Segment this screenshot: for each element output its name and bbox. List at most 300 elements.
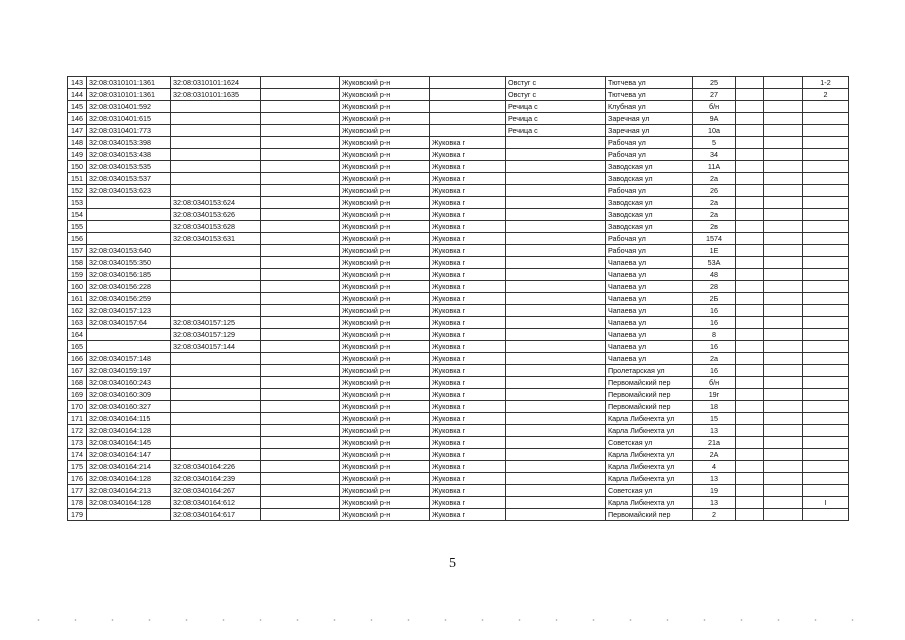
unit-cell xyxy=(803,353,849,365)
street-cell: Карла Либкнехта ул xyxy=(606,425,693,437)
cadastral-number-cell: 32:08:0340164:128 xyxy=(87,497,171,509)
unit-cell xyxy=(803,185,849,197)
district-cell: Жуковский р-н xyxy=(340,413,430,425)
table-row xyxy=(68,509,849,521)
street-cell: Чапаева ул xyxy=(606,353,693,365)
town-cell: Жуковка г xyxy=(430,437,506,449)
district-cell: Жуковский р-н xyxy=(340,221,430,233)
town-cell: Жуковка г xyxy=(430,461,506,473)
sub-cadastral-number-cell xyxy=(171,125,261,137)
unit-cell xyxy=(803,221,849,233)
town-cell xyxy=(430,101,506,113)
town-cell xyxy=(430,125,506,137)
village-cell xyxy=(506,281,606,293)
sub-cadastral-number-cell: 32:08:0340164:612 xyxy=(171,497,261,509)
house-number-cell: 2а xyxy=(693,353,736,365)
house-number-cell: 16 xyxy=(693,305,736,317)
sub-cadastral-number-cell xyxy=(171,185,261,197)
village-cell xyxy=(506,413,606,425)
row-number-cell: 170 xyxy=(68,401,87,413)
blank-cell xyxy=(764,365,803,377)
cadastral-number-cell xyxy=(87,209,171,221)
table-row xyxy=(68,329,849,341)
cadastral-number-cell: 32:08:0340164:214 xyxy=(87,461,171,473)
town-cell: Жуковка г xyxy=(430,317,506,329)
cadastral-number-cell: 32:08:0340153:537 xyxy=(87,173,171,185)
table-row xyxy=(68,101,849,113)
blank-cell xyxy=(764,329,803,341)
unit-cell xyxy=(803,413,849,425)
blank-cell xyxy=(764,101,803,113)
town-cell: Жуковка г xyxy=(430,389,506,401)
row-number-cell: 177 xyxy=(68,485,87,497)
house-number-cell: 34 xyxy=(693,149,736,161)
district-cell: Жуковский р-н xyxy=(340,197,430,209)
blank-cell xyxy=(261,437,340,449)
table-row xyxy=(68,341,849,353)
cadastral-number-cell xyxy=(87,341,171,353)
table-row xyxy=(68,209,849,221)
district-cell: Жуковский р-н xyxy=(340,485,430,497)
village-cell xyxy=(506,425,606,437)
street-cell: Клубная ул xyxy=(606,101,693,113)
blank-cell xyxy=(736,221,764,233)
street-cell: Советская ул xyxy=(606,437,693,449)
town-cell: Жуковка г xyxy=(430,269,506,281)
blank-cell xyxy=(764,233,803,245)
unit-cell xyxy=(803,161,849,173)
town-cell: Жуковка г xyxy=(430,245,506,257)
street-cell: Первомайский пер xyxy=(606,377,693,389)
blank-cell xyxy=(261,425,340,437)
village-cell xyxy=(506,149,606,161)
district-cell: Жуковский р-н xyxy=(340,353,430,365)
table-row xyxy=(68,281,849,293)
blank-cell xyxy=(764,401,803,413)
row-number-cell: 165 xyxy=(68,341,87,353)
blank-cell xyxy=(736,149,764,161)
house-number-cell: 2 xyxy=(693,509,736,521)
row-number-cell: 163 xyxy=(68,317,87,329)
unit-cell xyxy=(803,137,849,149)
district-cell: Жуковский р-н xyxy=(340,449,430,461)
street-cell: Рабочая ул xyxy=(606,137,693,149)
street-cell: Чапаева ул xyxy=(606,281,693,293)
district-cell: Жуковский р-н xyxy=(340,401,430,413)
blank-cell xyxy=(764,449,803,461)
blank-cell xyxy=(261,473,340,485)
cadastral-number-cell: 32:08:0340156:259 xyxy=(87,293,171,305)
table-row xyxy=(68,449,849,461)
district-cell: Жуковский р-н xyxy=(340,473,430,485)
unit-cell xyxy=(803,209,849,221)
sub-cadastral-number-cell xyxy=(171,389,261,401)
district-cell: Жуковский р-н xyxy=(340,209,430,221)
blank-cell xyxy=(261,113,340,125)
village-cell xyxy=(506,485,606,497)
house-number-cell: 21а xyxy=(693,437,736,449)
table-row xyxy=(68,461,849,473)
table-row xyxy=(68,173,849,185)
street-cell: Советская ул xyxy=(606,485,693,497)
town-cell: Жуковка г xyxy=(430,305,506,317)
house-number-cell: 2а xyxy=(693,209,736,221)
blank-cell xyxy=(736,101,764,113)
blank-cell xyxy=(764,161,803,173)
town-cell: Жуковка г xyxy=(430,473,506,485)
blank-cell xyxy=(764,377,803,389)
sub-cadastral-number-cell xyxy=(171,305,261,317)
table-row xyxy=(68,77,849,89)
district-cell: Жуковский р-н xyxy=(340,125,430,137)
cadastral-number-cell: 32:08:0310101:1361 xyxy=(87,77,171,89)
blank-cell xyxy=(736,377,764,389)
blank-cell xyxy=(736,245,764,257)
district-cell: Жуковский р-н xyxy=(340,329,430,341)
table-row xyxy=(68,485,849,497)
village-cell: Овстуг с xyxy=(506,89,606,101)
row-number-cell: 166 xyxy=(68,353,87,365)
cadastral-number-cell: 32:08:0340153:438 xyxy=(87,149,171,161)
unit-cell xyxy=(803,377,849,389)
cadastral-number-cell: 32:08:0340156:228 xyxy=(87,281,171,293)
sub-cadastral-number-cell: 32:08:0340164:239 xyxy=(171,473,261,485)
table-row xyxy=(68,161,849,173)
village-cell xyxy=(506,365,606,377)
blank-cell xyxy=(736,281,764,293)
blank-cell xyxy=(261,317,340,329)
sub-cadastral-number-cell xyxy=(171,413,261,425)
village-cell xyxy=(506,245,606,257)
sub-cadastral-number-cell xyxy=(171,365,261,377)
village-cell xyxy=(506,173,606,185)
table-row xyxy=(68,197,849,209)
district-cell: Жуковский р-н xyxy=(340,137,430,149)
blank-cell xyxy=(764,77,803,89)
blank-cell xyxy=(764,149,803,161)
cadastral-number-cell: 32:08:0340164:213 xyxy=(87,485,171,497)
row-number-cell: 172 xyxy=(68,425,87,437)
district-cell: Жуковский р-н xyxy=(340,497,430,509)
unit-cell xyxy=(803,245,849,257)
village-cell xyxy=(506,497,606,509)
street-cell: Заводская ул xyxy=(606,221,693,233)
town-cell: Жуковка г xyxy=(430,173,506,185)
blank-cell xyxy=(261,281,340,293)
blank-cell xyxy=(736,197,764,209)
house-number-cell: 4 xyxy=(693,461,736,473)
house-number-cell: 15 xyxy=(693,413,736,425)
town-cell xyxy=(430,113,506,125)
row-number-cell: 178 xyxy=(68,497,87,509)
district-cell: Жуковский р-н xyxy=(340,77,430,89)
unit-cell xyxy=(803,437,849,449)
street-cell: Карла Либкнехта ул xyxy=(606,449,693,461)
row-number-cell: 147 xyxy=(68,125,87,137)
blank-cell xyxy=(736,485,764,497)
blank-cell xyxy=(764,269,803,281)
street-cell: Заречная ул xyxy=(606,113,693,125)
blank-cell xyxy=(764,245,803,257)
sub-cadastral-number-cell xyxy=(171,281,261,293)
sub-cadastral-number-cell xyxy=(171,401,261,413)
village-cell xyxy=(506,257,606,269)
town-cell xyxy=(430,77,506,89)
blank-cell xyxy=(736,209,764,221)
blank-cell xyxy=(764,221,803,233)
cadastral-number-cell: 32:08:0340155:350 xyxy=(87,257,171,269)
district-cell: Жуковский р-н xyxy=(340,317,430,329)
blank-cell xyxy=(764,125,803,137)
district-cell: Жуковский р-н xyxy=(340,281,430,293)
village-cell: Овстуг с xyxy=(506,77,606,89)
row-number-cell: 162 xyxy=(68,305,87,317)
table-row xyxy=(68,317,849,329)
sub-cadastral-number-cell: 32:08:0310101:1635 xyxy=(171,89,261,101)
blank-cell xyxy=(261,497,340,509)
district-cell: Жуковский р-н xyxy=(340,245,430,257)
village-cell xyxy=(506,137,606,149)
row-number-cell: 144 xyxy=(68,89,87,101)
district-cell: Жуковский р-н xyxy=(340,341,430,353)
blank-cell xyxy=(764,113,803,125)
blank-cell xyxy=(736,113,764,125)
blank-cell xyxy=(261,461,340,473)
cadastral-number-cell: 32:08:0340164:128 xyxy=(87,425,171,437)
district-cell: Жуковский р-н xyxy=(340,269,430,281)
unit-cell xyxy=(803,125,849,137)
blank-cell xyxy=(261,341,340,353)
sub-cadastral-number-cell xyxy=(171,293,261,305)
street-cell: Чапаева ул xyxy=(606,317,693,329)
cadastral-number-cell: 32:08:0310401:592 xyxy=(87,101,171,113)
sub-cadastral-number-cell xyxy=(171,101,261,113)
sub-cadastral-number-cell: 32:08:0340153:624 xyxy=(171,197,261,209)
row-number-cell: 154 xyxy=(68,209,87,221)
blank-cell xyxy=(261,149,340,161)
cadastral-number-cell: 32:08:0310401:773 xyxy=(87,125,171,137)
house-number-cell: 8 xyxy=(693,329,736,341)
house-number-cell: 2Б xyxy=(693,293,736,305)
town-cell: Жуковка г xyxy=(430,197,506,209)
table-row xyxy=(68,413,849,425)
district-cell: Жуковский р-н xyxy=(340,233,430,245)
blank-cell xyxy=(764,413,803,425)
row-number-cell: 159 xyxy=(68,269,87,281)
house-number-cell: 13 xyxy=(693,497,736,509)
unit-cell xyxy=(803,317,849,329)
blank-cell xyxy=(764,485,803,497)
blank-cell xyxy=(764,209,803,221)
town-cell: Жуковка г xyxy=(430,293,506,305)
blank-cell xyxy=(261,269,340,281)
blank-cell xyxy=(736,437,764,449)
sub-cadastral-number-cell: 32:08:0340164:267 xyxy=(171,485,261,497)
district-cell: Жуковский р-н xyxy=(340,101,430,113)
unit-cell xyxy=(803,173,849,185)
blank-cell xyxy=(261,173,340,185)
unit-cell xyxy=(803,113,849,125)
blank-cell xyxy=(736,305,764,317)
row-number-cell: 173 xyxy=(68,437,87,449)
town-cell: Жуковка г xyxy=(430,281,506,293)
blank-cell xyxy=(736,257,764,269)
village-cell xyxy=(506,293,606,305)
house-number-cell: 16 xyxy=(693,341,736,353)
sub-cadastral-number-cell xyxy=(171,437,261,449)
house-number-cell: 19г xyxy=(693,389,736,401)
table-row xyxy=(68,401,849,413)
blank-cell xyxy=(736,293,764,305)
row-number-cell: 145 xyxy=(68,101,87,113)
blank-cell xyxy=(261,257,340,269)
unit-cell xyxy=(803,365,849,377)
blank-cell xyxy=(736,341,764,353)
blank-cell xyxy=(261,485,340,497)
page-number: 5 xyxy=(449,556,456,571)
blank-cell xyxy=(261,329,340,341)
blank-cell xyxy=(736,353,764,365)
sub-cadastral-number-cell xyxy=(171,137,261,149)
cadastral-number-cell: 32:08:0340153:640 xyxy=(87,245,171,257)
sub-cadastral-number-cell xyxy=(171,353,261,365)
town-cell: Жуковка г xyxy=(430,425,506,437)
table-row xyxy=(68,437,849,449)
cadastral-number-cell xyxy=(87,233,171,245)
table-row xyxy=(68,389,849,401)
blank-cell xyxy=(764,317,803,329)
village-cell xyxy=(506,473,606,485)
table-row xyxy=(68,89,849,101)
street-cell: Заводская ул xyxy=(606,161,693,173)
sub-cadastral-number-cell: 32:08:0340153:626 xyxy=(171,209,261,221)
table-row xyxy=(68,125,849,137)
blank-cell xyxy=(261,401,340,413)
cadastral-number-cell: 32:08:0340164:147 xyxy=(87,449,171,461)
blank-cell xyxy=(764,89,803,101)
sub-cadastral-number-cell xyxy=(171,149,261,161)
row-number-cell: 156 xyxy=(68,233,87,245)
district-cell: Жуковский р-н xyxy=(340,293,430,305)
blank-cell xyxy=(764,281,803,293)
table-row xyxy=(68,353,849,365)
blank-cell xyxy=(764,425,803,437)
cadastral-number-cell xyxy=(87,509,171,521)
blank-cell xyxy=(736,413,764,425)
district-cell: Жуковский р-н xyxy=(340,185,430,197)
street-cell: Рабочая ул xyxy=(606,233,693,245)
village-cell xyxy=(506,461,606,473)
sub-cadastral-number-cell xyxy=(171,113,261,125)
blank-cell xyxy=(764,341,803,353)
sub-cadastral-number-cell xyxy=(171,257,261,269)
blank-cell xyxy=(764,461,803,473)
district-cell: Жуковский р-н xyxy=(340,305,430,317)
blank-cell xyxy=(764,185,803,197)
village-cell: Речица с xyxy=(506,125,606,137)
house-number-cell: 2а xyxy=(693,197,736,209)
blank-cell xyxy=(261,137,340,149)
house-number-cell: 13 xyxy=(693,425,736,437)
street-cell: Заречная ул xyxy=(606,125,693,137)
village-cell xyxy=(506,209,606,221)
unit-cell xyxy=(803,305,849,317)
house-number-cell: б/н xyxy=(693,101,736,113)
street-cell: Карла Либкнехта ул xyxy=(606,473,693,485)
unit-cell xyxy=(803,233,849,245)
village-cell xyxy=(506,353,606,365)
unit-cell xyxy=(803,149,849,161)
table-row xyxy=(68,365,849,377)
blank-cell xyxy=(736,449,764,461)
street-cell: Заводская ул xyxy=(606,209,693,221)
street-cell: Первомайский пер xyxy=(606,509,693,521)
town-cell: Жуковка г xyxy=(430,161,506,173)
sub-cadastral-number-cell xyxy=(171,161,261,173)
cadastral-number-cell xyxy=(87,197,171,209)
row-number-cell: 174 xyxy=(68,449,87,461)
village-cell xyxy=(506,317,606,329)
street-cell: Чапаева ул xyxy=(606,305,693,317)
street-cell: Чапаева ул xyxy=(606,293,693,305)
row-number-cell: 158 xyxy=(68,257,87,269)
sub-cadastral-number-cell xyxy=(171,269,261,281)
blank-cell xyxy=(736,425,764,437)
house-number-cell: 53А xyxy=(693,257,736,269)
blank-cell xyxy=(764,473,803,485)
blank-cell xyxy=(261,125,340,137)
blank-cell xyxy=(764,509,803,521)
house-number-cell: 2в xyxy=(693,221,736,233)
blank-cell xyxy=(736,473,764,485)
sub-cadastral-number-cell xyxy=(171,425,261,437)
street-cell: Рабочая ул xyxy=(606,245,693,257)
table-row xyxy=(68,497,849,509)
cadastral-number-cell: 32:08:0340164:145 xyxy=(87,437,171,449)
cadastral-number-cell: 32:08:0340160:243 xyxy=(87,377,171,389)
row-number-cell: 179 xyxy=(68,509,87,521)
cadastral-number-cell: 32:08:0340157:123 xyxy=(87,305,171,317)
cadastral-number-cell: 32:08:0340164:115 xyxy=(87,413,171,425)
unit-cell xyxy=(803,509,849,521)
district-cell: Жуковский р-н xyxy=(340,425,430,437)
town-cell: Жуковка г xyxy=(430,209,506,221)
street-cell: Карла Либкнехта ул xyxy=(606,413,693,425)
house-number-cell: 26 xyxy=(693,185,736,197)
blank-cell xyxy=(736,185,764,197)
cadastral-number-cell: 32:08:0340160:309 xyxy=(87,389,171,401)
district-cell: Жуковский р-н xyxy=(340,389,430,401)
town-cell: Жуковка г xyxy=(430,329,506,341)
street-cell: Первомайский пер xyxy=(606,401,693,413)
blank-cell xyxy=(736,317,764,329)
unit-cell xyxy=(803,485,849,497)
house-number-cell: 19 xyxy=(693,485,736,497)
blank-cell xyxy=(764,293,803,305)
address-register-table xyxy=(67,76,849,521)
row-number-cell: 155 xyxy=(68,221,87,233)
cadastral-number-cell: 32:08:0340153:623 xyxy=(87,185,171,197)
blank-cell xyxy=(764,389,803,401)
blank-cell xyxy=(261,197,340,209)
blank-cell xyxy=(261,389,340,401)
blank-cell xyxy=(736,329,764,341)
town-cell: Жуковка г xyxy=(430,509,506,521)
sub-cadastral-number-cell xyxy=(171,377,261,389)
table-row xyxy=(68,221,849,233)
sub-cadastral-number-cell: 32:08:0340164:617 xyxy=(171,509,261,521)
village-cell xyxy=(506,161,606,173)
